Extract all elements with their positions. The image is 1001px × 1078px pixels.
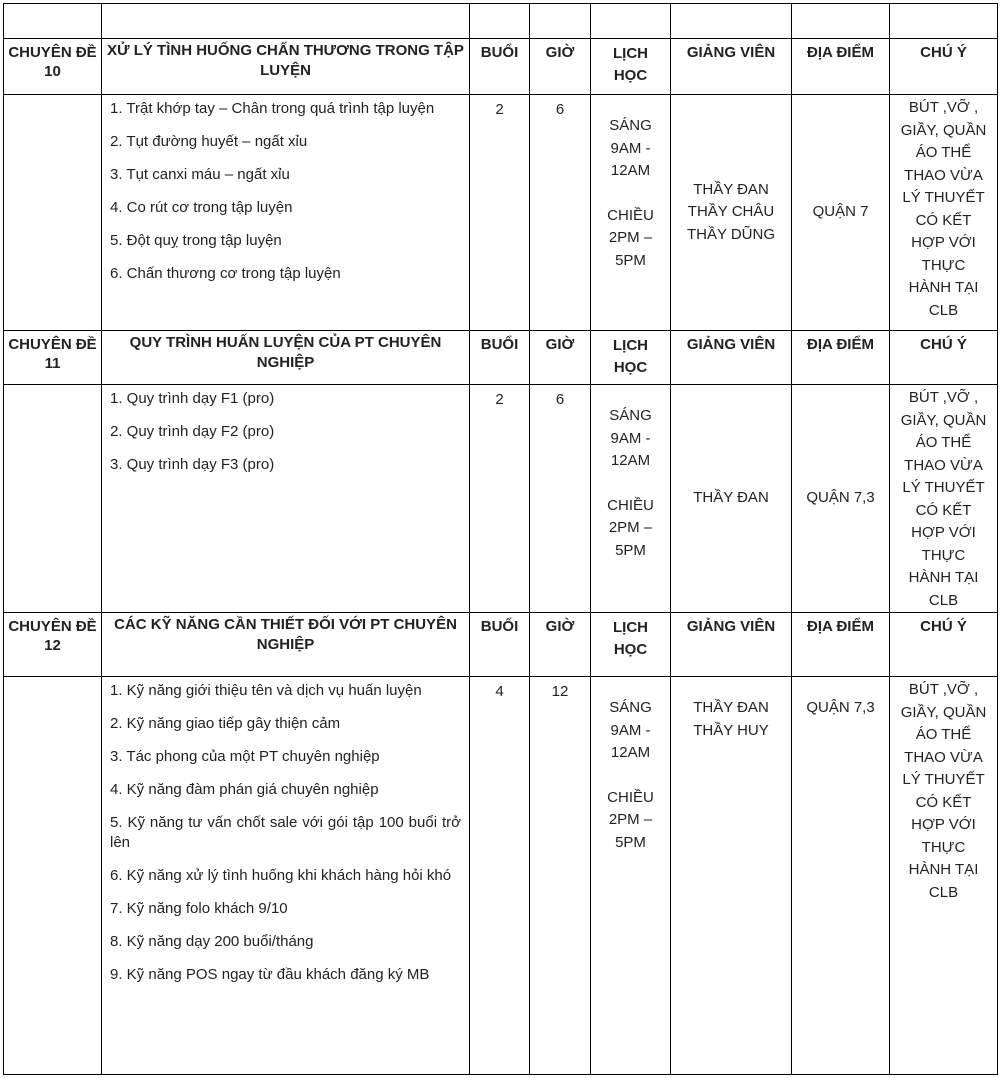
col-header-sessions: BUỔI xyxy=(470,613,530,677)
list-item: 6. Kỹ năng xử lý tình huống khi khách hàng hỏi khó xyxy=(110,867,452,884)
curriculum-table xyxy=(3,3,998,1075)
col-header-location: ĐỊA ĐIỂM xyxy=(792,613,890,677)
col-header-sessions: BUỔI xyxy=(470,331,530,385)
list-item: 1. Quy trình dạy F1 (pro) xyxy=(110,390,275,407)
col-header-schedule xyxy=(591,39,671,95)
module-code: CHUYÊN ĐỀ 10 xyxy=(4,39,102,95)
module-code: CHUYÊN ĐỀ 11 xyxy=(4,331,102,385)
col-header-note: CHÚ Ý xyxy=(890,331,998,385)
col-header-schedule-text: LỊCH HỌC xyxy=(613,337,648,376)
location-value: QUẬN 7,3 xyxy=(792,677,890,1075)
schedule-cell xyxy=(591,385,671,613)
module-header-row xyxy=(4,39,998,95)
module-body-row xyxy=(4,385,998,613)
instructor-name: THẦY ĐAN xyxy=(693,180,769,198)
list-item: 2. Kỹ năng giao tiếp gây thiện cảm xyxy=(110,715,341,732)
note-text: BÚT ,VỠ , GIẦY, QUẦN ÁO THỂ THAO VỪA LÝ THUYẾT CÓ KẾT HỢP VỚI THỰC HÀNH TẠI CLB xyxy=(900,99,987,319)
note-value xyxy=(890,677,998,1075)
module-title: XỬ LÝ TÌNH HUỐNG CHẤN THƯƠNG TRONG TẬP LUYỆN xyxy=(102,39,470,95)
schedule-cell xyxy=(591,95,671,331)
note-text: BÚT ,VỠ , GIẦY, QUẦN ÁO THỂ THAO VỪA LÝ THUYẾT CÓ KẾT HỢP VỚI THỰC HÀNH TẠI CLB xyxy=(900,681,987,901)
sessions-value: 2 xyxy=(470,95,530,331)
module-title: QUY TRÌNH HUẤN LUYỆN CỦA PT CHUYÊN NGHIỆP xyxy=(102,331,470,385)
module-items xyxy=(102,677,470,1075)
table-cell xyxy=(102,4,470,39)
list-item: 4. Co rút cơ trong tập luyện xyxy=(110,199,293,216)
module-title: CÁC KỸ NĂNG CẦN THIẾT ĐỐI VỚI PT CHUYÊN NGHIỆP xyxy=(102,613,470,677)
note-text: BÚT ,VỠ , GIẦY, QUẦN ÁO THỂ THAO VỪA LÝ THUYẾT CÓ KẾT HỢP VỚI THỰC HÀNH TẠI CLB xyxy=(900,389,987,609)
schedule-afternoon: CHIỀU 2PM – 5PM xyxy=(607,206,654,269)
col-header-note: CHÚ Ý xyxy=(890,39,998,95)
instructor-name: THẦY CHÂU xyxy=(687,203,775,221)
hours-value: 12 xyxy=(530,677,591,1075)
module-header-row xyxy=(4,331,998,385)
instructor-name: THẦY HUY xyxy=(693,721,769,739)
table-cell xyxy=(4,95,102,331)
list-item: 5. Kỹ năng tư vấn chốt sale với gói tập 100 buổi trở lên xyxy=(110,814,461,851)
instructor-name: THẦY ĐAN xyxy=(693,489,769,507)
list-item: 8. Kỹ năng dạy 200 buổi/tháng xyxy=(110,933,314,950)
module-code: CHUYÊN ĐỀ 12 xyxy=(4,613,102,677)
instructor-cell xyxy=(671,677,792,1075)
table-cell xyxy=(792,4,890,39)
col-header-instructor: GIẢNG VIÊN xyxy=(671,331,792,385)
list-item: 4. Kỹ năng đàm phán giá chuyên nghiệp xyxy=(110,781,379,798)
schedule-morning: SÁNG 9AM - 12AM xyxy=(609,117,652,179)
note-value xyxy=(890,385,998,613)
table-cell xyxy=(530,4,591,39)
sessions-value: 2 xyxy=(470,385,530,613)
list-item: 3. Tụt canxi máu – ngất xỉu xyxy=(110,166,290,183)
hours-value: 6 xyxy=(530,95,591,331)
schedule-afternoon: CHIỀU 2PM – 5PM xyxy=(607,496,654,559)
list-item: 1. Trật khớp tay – Chân trong quá trình tập luyện xyxy=(110,100,435,117)
schedule-cell xyxy=(591,677,671,1075)
col-header-hours: GIỜ xyxy=(530,331,591,385)
list-item: 2. Tụt đường huyết – ngất xỉu xyxy=(110,133,308,150)
table-cell xyxy=(470,4,530,39)
col-header-hours: GIỜ xyxy=(530,39,591,95)
list-item: 5. Đột quỵ trong tập luyện xyxy=(110,232,282,249)
hours-value: 6 xyxy=(530,385,591,613)
list-item: 3. Quy trình dạy F3 (pro) xyxy=(110,456,275,473)
list-item: 2. Quy trình dạy F2 (pro) xyxy=(110,423,275,440)
module-body-row xyxy=(4,95,998,331)
module-body-row xyxy=(4,677,998,1075)
col-header-sessions: BUỔI xyxy=(470,39,530,95)
location-value: QUẬN 7,3 xyxy=(792,385,890,613)
col-header-note: CHÚ Ý xyxy=(890,613,998,677)
table-cell xyxy=(4,677,102,1075)
list-item: 6. Chấn thương cơ trong tập luyện xyxy=(110,265,341,282)
list-item: 3. Tác phong của một PT chuyên nghiệp xyxy=(110,748,380,765)
schedule-afternoon: CHIỀU 2PM – 5PM xyxy=(607,788,654,851)
module-items xyxy=(102,95,470,331)
table-row xyxy=(4,4,998,39)
col-header-location: ĐỊA ĐIỂM xyxy=(792,39,890,95)
schedule-morning: SÁNG 9AM - 12AM xyxy=(609,699,652,761)
table-cell xyxy=(671,4,792,39)
instructor-cell xyxy=(671,385,792,613)
module-header-row xyxy=(4,613,998,677)
col-header-schedule xyxy=(591,613,671,677)
instructor-name: THẦY DŨNG xyxy=(686,225,776,243)
col-header-schedule-text: LỊCH HỌC xyxy=(613,619,648,658)
location-value: QUẬN 7 xyxy=(792,95,890,331)
list-item: 7. Kỹ năng folo khách 9/10 xyxy=(110,900,288,917)
note-value xyxy=(890,95,998,331)
list-item: 9. Kỹ năng POS ngay từ đầu khách đăng ký MB xyxy=(110,966,430,983)
table-cell xyxy=(890,4,998,39)
schedule-morning: SÁNG 9AM - 12AM xyxy=(609,407,652,469)
col-header-hours: GIỜ xyxy=(530,613,591,677)
col-header-schedule-text: LỊCH HỌC xyxy=(613,45,648,84)
instructor-name: THẦY ĐAN xyxy=(693,699,769,716)
module-items xyxy=(102,385,470,613)
list-item: 1. Kỹ năng giới thiệu tên và dịch vụ huấn luyện xyxy=(110,682,422,699)
col-header-instructor: GIẢNG VIÊN xyxy=(671,39,792,95)
sessions-value: 4 xyxy=(470,677,530,1075)
table-cell xyxy=(591,4,671,39)
col-header-location: ĐỊA ĐIỂM xyxy=(792,331,890,385)
col-header-schedule xyxy=(591,331,671,385)
table-cell xyxy=(4,4,102,39)
col-header-instructor: GIẢNG VIÊN xyxy=(671,613,792,677)
instructor-cell xyxy=(671,95,792,331)
table-cell xyxy=(4,385,102,613)
